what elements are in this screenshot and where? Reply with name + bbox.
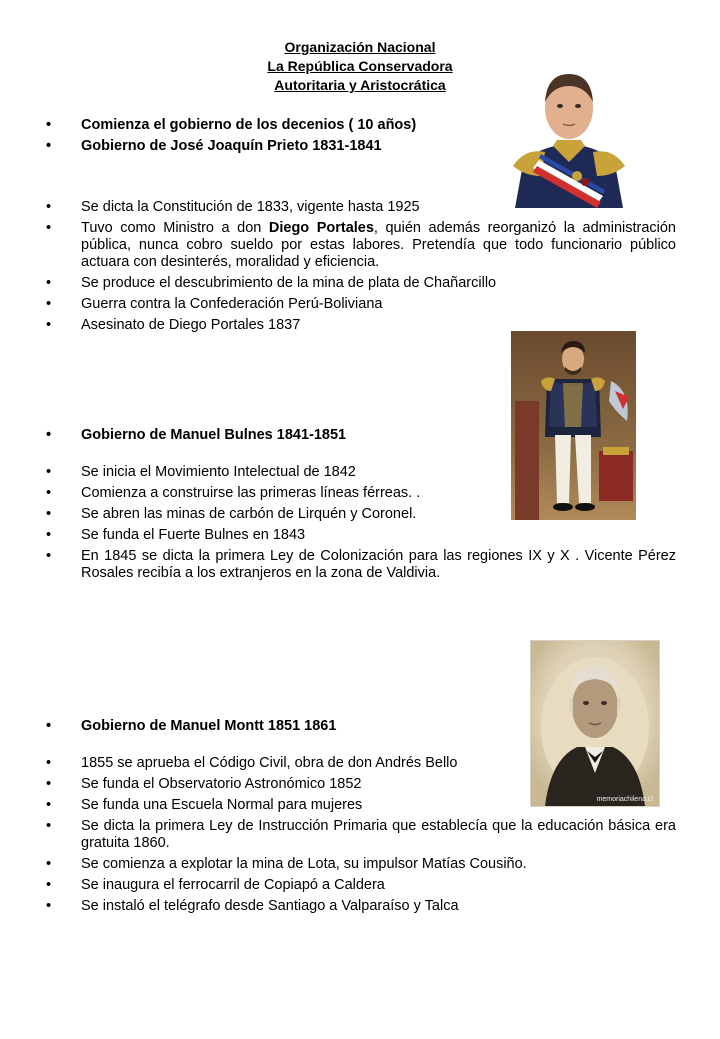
event-text: Se inicia el Movimiento Intelectual de 1842 xyxy=(81,464,356,480)
event-text: 1855 se aprueba el Código Civil, obra de don Andrés Bello xyxy=(81,755,458,771)
list-item xyxy=(38,275,676,292)
event-text: Se comienza a explotar la mina de Lota, su impulsor Matías Cousiño. xyxy=(81,856,527,872)
bullet: • xyxy=(46,427,52,443)
section-prieto xyxy=(38,117,676,155)
title-line-2: La República Conservadora xyxy=(267,58,453,74)
list-item xyxy=(38,138,676,155)
list-item xyxy=(38,506,676,523)
title-line-1: Organización Nacional xyxy=(284,39,436,55)
bullet: • xyxy=(46,548,52,564)
list-item xyxy=(38,877,676,894)
title-line-3: Autoritaria y Aristocrática xyxy=(274,77,446,93)
list-item xyxy=(38,464,676,481)
bullet: • xyxy=(46,296,52,312)
event-text: Se inaugura el ferrocarril de Copiapó a Caldera xyxy=(81,877,385,893)
bullet: • xyxy=(46,856,52,872)
list-item xyxy=(38,527,676,544)
list-item xyxy=(38,317,676,334)
event-text: Se funda una Escuela Normal para mujeres xyxy=(81,797,363,813)
event-text: Se abren las minas de carbón de Lirquén y Coronel. xyxy=(81,506,417,522)
bullet: • xyxy=(46,485,52,501)
government-title-prieto: Gobierno de José Joaquín Prieto 1831-1841 xyxy=(81,138,382,154)
event-text: Se instaló el telégrafo desde Santiago a Valparaíso y Talca xyxy=(81,898,459,914)
section-bulnes xyxy=(38,427,676,582)
bullet: • xyxy=(46,718,52,734)
list-item xyxy=(38,856,676,873)
list-item xyxy=(38,776,676,793)
event-text: Se dicta la primera Ley de Instrucción Primaria que establecía que la educación básica era gratuita 1860. xyxy=(81,818,676,851)
bullet: • xyxy=(46,275,52,291)
list-item xyxy=(38,818,676,852)
section-prieto-events xyxy=(38,199,676,334)
event-text: Se funda el Observatorio Astronómico 1852 xyxy=(81,776,362,792)
bullet: • xyxy=(46,755,52,771)
portales-name: Diego Portales xyxy=(268,220,374,236)
event-text: Tuvo como Ministro a don xyxy=(81,220,269,236)
section-montt xyxy=(38,718,676,915)
list-item xyxy=(38,199,676,216)
list-item xyxy=(38,117,676,134)
government-title-bulnes: Gobierno de Manuel Bulnes 1841-1851 xyxy=(81,427,347,443)
bullet: • xyxy=(46,138,52,154)
list-item xyxy=(38,548,676,582)
list-item xyxy=(38,898,676,915)
intro-text: Comienza el gobierno de los decenios ( 10 años) xyxy=(81,117,417,133)
list-item xyxy=(38,296,676,313)
bullet: • xyxy=(46,464,52,480)
event-text: En 1845 se dicta la primera Ley de Colonización para las regiones IX y X . Vicente Pérez Rosales recibía a los extranjeros en la zona de Valdivia. xyxy=(81,548,676,581)
bullet: • xyxy=(46,898,52,914)
government-title-montt: Gobierno de Manuel Montt 1851 1861 xyxy=(81,718,337,734)
bullet: • xyxy=(46,117,52,133)
bullet: • xyxy=(46,877,52,893)
bullet: • xyxy=(46,199,52,215)
bullet: • xyxy=(46,818,52,834)
bullet: • xyxy=(46,527,52,543)
event-text: Se produce el descubrimiento de la mina de plata de Chañarcillo xyxy=(81,275,497,291)
event-text: Asesinato de Diego Portales 1837 xyxy=(81,317,301,333)
bullet: • xyxy=(46,220,52,236)
bullet: • xyxy=(46,797,52,813)
bullet: • xyxy=(46,776,52,792)
list-item xyxy=(38,485,676,502)
list-item xyxy=(38,718,676,735)
event-text: Se dicta la Constitución de 1833, vigente hasta 1925 xyxy=(81,199,420,215)
list-item xyxy=(38,755,676,772)
list-item xyxy=(38,220,676,271)
list-item xyxy=(38,797,676,814)
event-text: Guerra contra la Confederación Perú-Boliviana xyxy=(81,296,383,312)
photo-credit: memoriachilena.cl xyxy=(596,796,653,803)
bullet: • xyxy=(46,506,52,522)
bullet: • xyxy=(46,317,52,333)
list-item xyxy=(38,427,676,444)
event-text: Se funda el Fuerte Bulnes en 1843 xyxy=(81,527,306,543)
event-text: Comienza a construirse las primeras líneas férreas. . xyxy=(81,485,421,501)
event-text: , quién además reorganizó la administración pública, nunca cobro sueldo por estas labores. Pretendía que todo funcionario público actuara con desinterés, moralidad y eficiencia. xyxy=(81,220,676,270)
